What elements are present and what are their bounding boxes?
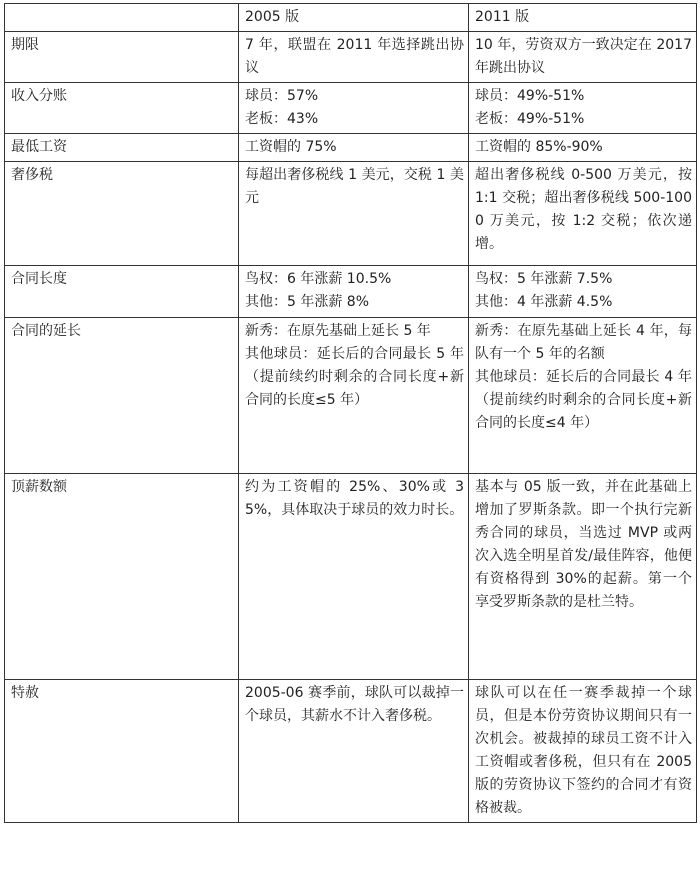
cell-text: 球员：57% <box>245 88 319 104</box>
cell-text: 球员：49%-51% <box>475 88 585 104</box>
cba-comparison-table <box>4 3 697 823</box>
cell-2011 <box>469 162 697 266</box>
table-row <box>5 162 697 266</box>
cell-text: 工资帽的 85%-90% <box>475 139 603 155</box>
cell-2005 <box>239 83 469 134</box>
cell-2011 <box>469 32 697 83</box>
table-row <box>5 134 697 162</box>
table-row <box>5 32 697 83</box>
table-row <box>5 83 697 134</box>
cell-text: 其他球员：延长后的合同最长 4 年（提前续约时剩余的合同长度+新合同的长度≤4 年） <box>475 369 692 431</box>
cell-text: 2005-06 赛季前，球队可以裁掉一个球员，其薪水不计入奢侈税。 <box>245 685 464 724</box>
cell-2011 <box>469 680 697 823</box>
cell-2011 <box>469 134 697 162</box>
cell-text: 鸟权：5 年涨薪 7.5% <box>475 271 613 287</box>
cell-text: 7 年，联盟在 2011 年选择跳出协议 <box>245 37 464 76</box>
cell-2005 <box>239 318 469 474</box>
table-row <box>5 318 697 474</box>
cell-2005 <box>239 134 469 162</box>
cell-2005 <box>239 266 469 318</box>
header-cell-2011: 2011 版 <box>469 4 697 32</box>
cell-2011 <box>469 83 697 134</box>
cell-text: 鸟权：6 年涨薪 10.5% <box>245 271 392 287</box>
cell-2005 <box>239 474 469 680</box>
row-label: 特赦 <box>5 680 239 823</box>
cell-text: 10 年，劳资双方一致决定在 2017 年跳出协议 <box>475 37 692 76</box>
cell-text: 工资帽的 75% <box>245 139 337 155</box>
cell-text: 球队可以在任一赛季裁掉一个球员，但是本份劳资协议期间只有一次机会。被裁掉的球员工资不计入工资帽或奢侈税，但只有在 2005 版的劳资协议下签约的合同才有资格被裁。 <box>475 685 692 816</box>
cell-2011 <box>469 318 697 474</box>
cell-2011 <box>469 266 697 318</box>
row-label: 收入分账 <box>5 83 239 134</box>
cell-text: 超出奢侈税线 0-500 万美元，按 1:1 交税；超出奢侈税线 500-1000 万美元，按 1:2 交税；依次递增。 <box>475 167 692 252</box>
header-row <box>5 4 697 32</box>
cell-text: 其他：4 年涨薪 4.5% <box>475 294 613 310</box>
cell-text: 约为工资帽的 25%、30%或 35%，具体取决于球员的效力时长。 <box>245 479 464 518</box>
header-cell-blank <box>5 4 239 32</box>
cell-text: 其他球员：延长后的合同最长 5 年（提前续约时剩余的合同长度+新合同的长度≤5 年） <box>245 346 464 408</box>
row-label: 顶薪数额 <box>5 474 239 680</box>
cell-2005 <box>239 162 469 266</box>
cell-text: 基本与 05 版一致，并在此基础上增加了罗斯条款。即一个执行完新秀合同的球员，当选过 MVP 或两次入选全明星首发/最佳阵容，他便有资格得到 30%的起薪。第一个享受罗斯条款的是杜兰特。 <box>475 479 692 610</box>
table-row <box>5 680 697 823</box>
row-label: 合同的延长 <box>5 318 239 474</box>
cell-text: 老板：49%-51% <box>475 111 585 127</box>
cell-text: 新秀：在原先基础上延长 5 年 <box>245 323 431 339</box>
cell-text: 每超出奢侈税线 1 美元，交税 1 美元 <box>245 167 464 206</box>
row-label: 期限 <box>5 32 239 83</box>
header-cell-2005: 2005 版 <box>239 4 469 32</box>
table-row <box>5 474 697 680</box>
cell-text: 新秀：在原先基础上延长 4 年，每队有一个 5 年的名额 <box>475 323 692 362</box>
table-row <box>5 266 697 318</box>
row-label: 合同长度 <box>5 266 239 318</box>
cell-2011 <box>469 474 697 680</box>
cell-2005 <box>239 32 469 83</box>
row-label: 奢侈税 <box>5 162 239 266</box>
cell-2005 <box>239 680 469 823</box>
row-label: 最低工资 <box>5 134 239 162</box>
cell-text: 其他：5 年涨薪 8% <box>245 294 370 310</box>
cell-text: 老板：43% <box>245 111 319 127</box>
